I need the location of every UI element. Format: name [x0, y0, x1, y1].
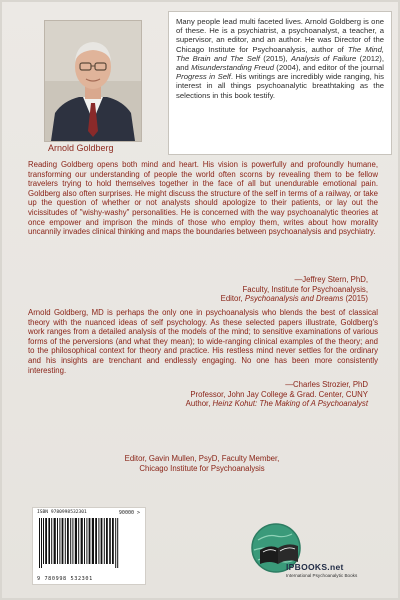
author-photo-caption: Arnold Goldberg	[48, 143, 114, 153]
barcode-bar	[92, 518, 94, 564]
editor-credit-line-1: Editor, Gavin Mullen, PsyD, Faculty Member,	[124, 454, 280, 463]
barcode-bar	[39, 518, 40, 568]
barcode-bar	[112, 518, 114, 564]
barcode-bar	[115, 518, 116, 568]
barcode-bar	[62, 518, 64, 564]
barcode-bar	[98, 518, 99, 564]
reviewer-name: —Jeffrey Stern, PhD,	[294, 275, 368, 284]
publisher-name: IPBOOKS.net	[286, 562, 344, 572]
author-bio	[168, 11, 392, 155]
barcode-bar	[51, 518, 52, 564]
reviewer-author-line	[186, 399, 368, 409]
price-code: 90000 >	[118, 510, 140, 516]
barcode-bar	[106, 518, 108, 564]
reviewer-book-title: Heinz Kohut: The Making of A Psychoanalyst	[212, 399, 368, 409]
editor-prefix: Editor,	[220, 294, 245, 304]
barcode-bar	[95, 518, 97, 564]
bio-book-title-1: The Mind, The Brain and The Self	[176, 44, 384, 63]
barcode-bars	[39, 518, 141, 574]
editor-credit-line-2: Chicago Institute for Psychoanalysis	[139, 463, 265, 473]
barcode-bar	[54, 518, 56, 564]
reviewer-name: —Charles Strozier, PhD	[285, 380, 368, 389]
author-photo	[44, 20, 142, 142]
bio-text-4: (2004), and editor of the journal	[274, 63, 385, 73]
barcode-bar	[109, 518, 111, 564]
barcode-bar	[43, 518, 44, 564]
barcode-bar	[75, 518, 77, 564]
bio-text-3: (2012), and	[176, 53, 384, 73]
author-portrait-image	[45, 21, 141, 141]
bio-book-title-2: Analysis of Failure	[291, 53, 357, 63]
barcode-bar	[84, 518, 85, 564]
bio-text-5: . His writings are incredibly wide ranging, his interest in all things psychoanalytic breathtaking as the selections in this book testify.	[176, 72, 384, 100]
barcode-bar	[48, 518, 50, 564]
barcode-bar	[57, 518, 58, 564]
isbn-label: ISBN 9780998532301	[37, 510, 87, 515]
isbn-barcode	[32, 507, 146, 585]
review-strozier: Arnold Goldberg, MD is perhaps the only one in psychoanalysis who blends the best of classical theory with the nuanced ideas of self psychology. As these selected papers illustrate, Goldberg's work ranges from a detailed analysis of the models of the mind; to sensitive examinations of various forms of the perversions (and what they mean); to wide-ranging clinical examples of the theory; and to the philosophical context for theory and practice. His restless mind never settles for the ordinary and his insights are trenchant and endlessly engaging. No one has been more consistently interesting.	[28, 308, 378, 375]
publisher-logo	[246, 520, 376, 584]
bio-journal-title: Progress in Self	[176, 72, 231, 82]
journal-title: Psychoanalysis and Dreams	[244, 294, 344, 304]
reviewer-role: Faculty, Institute for Psychoanalysis,	[242, 284, 368, 294]
review-stern: Reading Goldberg opens both mind and heart. His vision is powerfully and profoundly humane, transforming our understanding of people the world often scorns by revealing them to be fellow travelers trying to hold themselves together in the face of all but unendurable emotional pain. Goldberg also often surprises. He might discuss the structure of the self in terms of a railway, or take up the question of whether or not analysts should apologize to their patients, or lay out the vicissitudes of "wishy-washy" personalities. He is concerned with the way psychoanalytic theories at once empower and imprison the minds of those who employ them, writes about how morality uncannily invades clinical thinking and maps the boundaries between psychoanalysis and psychiatry.	[28, 160, 378, 237]
review-strozier-attribution	[186, 380, 368, 409]
barcode-bar	[67, 518, 69, 564]
barcode-bar	[86, 518, 87, 564]
review-stern-attribution	[221, 275, 368, 304]
barcode-bar	[45, 518, 47, 564]
bio-text-2: (2015),	[259, 53, 292, 63]
barcode-bar	[101, 518, 103, 564]
barcode-bar	[117, 518, 118, 568]
reviewer-editor-line	[221, 294, 368, 304]
barcode-bar	[104, 518, 105, 564]
barcode-bar	[72, 518, 73, 564]
barcode-bar	[70, 518, 71, 564]
editor-credit	[2, 454, 400, 473]
publisher-tagline: International Psychoanalytic Books	[286, 573, 358, 578]
bio-text-1: Many people lead multi faceted lives. Arnold Goldberg is one of these. He is a psychiatrist, a psychoanalyst, a teacher, a supervisor, an editor, and an author. He was Director of the Chicago Institute for Psychoanalysis, author of	[176, 17, 384, 54]
barcode-bar	[78, 518, 79, 564]
reviewer-role: Professor, John Jay College & Grad. Center, CUNY	[190, 389, 368, 399]
author-prefix: Author,	[185, 399, 213, 409]
isbn-digits: 9 780998 532301	[37, 576, 93, 582]
barcode-bar	[89, 518, 91, 564]
barcode-bar	[59, 518, 60, 564]
barcode-bar	[65, 518, 66, 564]
journal-year: (2015)	[343, 294, 368, 304]
barcode-bar	[41, 518, 42, 568]
bio-book-title-3: Misunderstanding Freud	[191, 63, 275, 73]
barcode-bar	[81, 518, 83, 564]
